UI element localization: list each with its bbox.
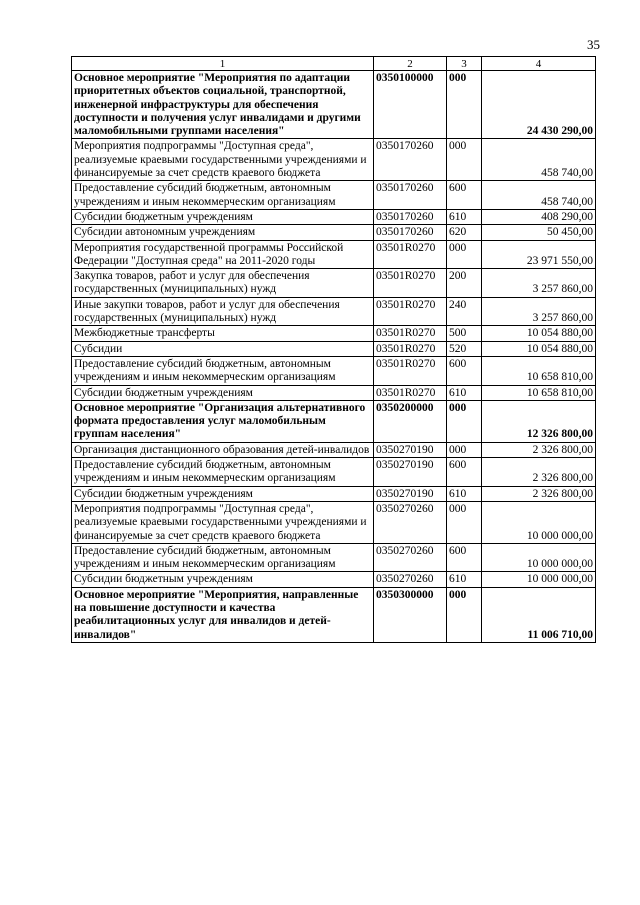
row-name-cell: Иные закупки товаров, работ и услуг для обеспечения государственных (муниципальных) нужд xyxy=(72,297,374,326)
row-code-cell: 0350200000 xyxy=(374,400,447,442)
row-amount-cell: 458 740,00 xyxy=(482,181,596,210)
row-code-cell: 0350270260 xyxy=(374,572,447,587)
table-row xyxy=(72,501,596,543)
row-name-cell: Субсидии xyxy=(72,341,374,356)
row-name-cell: Мероприятия государственной программы Российской Федерации "Доступная среда" на 2011-2020 годы xyxy=(72,240,374,269)
row-name-cell: Основное мероприятие "Организация альтернативного формата предоставления услуг маломобильным группам населения" xyxy=(72,400,374,442)
row-amount-cell: 10 658 810,00 xyxy=(482,385,596,400)
table-row xyxy=(72,572,596,587)
row-code-cell: 0350270260 xyxy=(374,501,447,543)
row-name-cell: Основное мероприятие "Мероприятия по адаптации приоритетных объектов социальной, транспортной, инженерной инфраструктуры для обеспечения доступности и получения услуг инвалидами и другими маломобильными группами населения" xyxy=(72,71,374,139)
table-row xyxy=(72,587,596,642)
table-row xyxy=(72,326,596,341)
row-amount-cell: 24 430 290,00 xyxy=(482,71,596,139)
row-name-cell: Закупка товаров, работ и услуг для обеспечения государственных (муниципальных) нужд xyxy=(72,269,374,298)
row-amount-cell: 50 450,00 xyxy=(482,225,596,240)
row-code-cell: 0350270190 xyxy=(374,442,447,457)
row-amount-cell: 408 290,00 xyxy=(482,209,596,224)
row-amount-cell: 458 740,00 xyxy=(482,139,596,181)
row-type-cell: 000 xyxy=(447,501,482,543)
row-code-cell: 0350170260 xyxy=(374,139,447,181)
row-type-cell: 000 xyxy=(447,240,482,269)
row-amount-cell: 2 326 800,00 xyxy=(482,442,596,457)
row-type-cell: 620 xyxy=(447,225,482,240)
row-type-cell: 000 xyxy=(447,400,482,442)
row-type-cell: 600 xyxy=(447,458,482,487)
row-code-cell: 03501R0270 xyxy=(374,269,447,298)
table-row xyxy=(72,181,596,210)
row-code-cell: 0350270190 xyxy=(374,458,447,487)
table-row xyxy=(72,400,596,442)
row-type-cell: 000 xyxy=(447,442,482,457)
table-row xyxy=(72,209,596,224)
row-code-cell: 03501R0270 xyxy=(374,326,447,341)
row-amount-cell: 11 006 710,00 xyxy=(482,587,596,642)
column-header-1: 1 xyxy=(72,57,374,71)
table-row xyxy=(72,341,596,356)
budget-table xyxy=(71,56,596,643)
row-name-cell: Субсидии автономным учреждениям xyxy=(72,225,374,240)
row-name-cell: Предоставление субсидий бюджетным, автономным учреждениям и иным некоммерческим организациям xyxy=(72,543,374,572)
table-row xyxy=(72,385,596,400)
row-code-cell: 0350100000 xyxy=(374,71,447,139)
row-type-cell: 500 xyxy=(447,326,482,341)
table-header-row xyxy=(72,57,596,71)
row-code-cell: 03501R0270 xyxy=(374,385,447,400)
row-type-cell: 610 xyxy=(447,209,482,224)
table-row xyxy=(72,486,596,501)
row-type-cell: 000 xyxy=(447,139,482,181)
row-name-cell: Предоставление субсидий бюджетным, автономным учреждениям и иным некоммерческим организациям xyxy=(72,181,374,210)
row-amount-cell: 12 326 800,00 xyxy=(482,400,596,442)
row-amount-cell: 2 326 800,00 xyxy=(482,486,596,501)
column-header-3: 3 xyxy=(447,57,482,71)
row-code-cell: 03501R0270 xyxy=(374,356,447,385)
row-type-cell: 600 xyxy=(447,356,482,385)
row-code-cell: 0350170260 xyxy=(374,181,447,210)
row-code-cell: 03501R0270 xyxy=(374,297,447,326)
table-row xyxy=(72,71,596,139)
budget-table-body xyxy=(72,57,596,643)
row-type-cell: 000 xyxy=(447,587,482,642)
row-type-cell: 600 xyxy=(447,181,482,210)
table-row xyxy=(72,240,596,269)
row-amount-cell: 2 326 800,00 xyxy=(482,458,596,487)
row-amount-cell: 3 257 860,00 xyxy=(482,269,596,298)
row-amount-cell: 10 054 880,00 xyxy=(482,326,596,341)
row-name-cell: Мероприятия подпрограммы "Доступная среда", реализуемые краевыми государственными учреждениями и финансируемые за счет средств краевого бюджета xyxy=(72,501,374,543)
row-type-cell: 240 xyxy=(447,297,482,326)
row-type-cell: 610 xyxy=(447,572,482,587)
row-type-cell: 000 xyxy=(447,71,482,139)
table-row xyxy=(72,269,596,298)
row-amount-cell: 10 658 810,00 xyxy=(482,356,596,385)
column-header-4: 4 xyxy=(482,57,596,71)
table-row xyxy=(72,458,596,487)
row-name-cell: Межбюджетные трансферты xyxy=(72,326,374,341)
row-amount-cell: 10 000 000,00 xyxy=(482,501,596,543)
row-amount-cell: 10 054 880,00 xyxy=(482,341,596,356)
row-name-cell: Субсидии бюджетным учреждениям xyxy=(72,385,374,400)
row-amount-cell: 10 000 000,00 xyxy=(482,543,596,572)
row-code-cell: 03501R0270 xyxy=(374,240,447,269)
table-row xyxy=(72,356,596,385)
row-name-cell: Субсидии бюджетным учреждениям xyxy=(72,209,374,224)
row-amount-cell: 23 971 550,00 xyxy=(482,240,596,269)
table-row xyxy=(72,442,596,457)
row-code-cell: 0350270260 xyxy=(374,543,447,572)
row-name-cell: Организация дистанционного образования детей-инвалидов xyxy=(72,442,374,457)
row-name-cell: Субсидии бюджетным учреждениям xyxy=(72,572,374,587)
row-type-cell: 520 xyxy=(447,341,482,356)
row-type-cell: 600 xyxy=(447,543,482,572)
row-code-cell: 03501R0270 xyxy=(374,341,447,356)
row-name-cell: Мероприятия подпрограммы "Доступная среда", реализуемые краевыми государственными учреждениями и финансируемые за счет средств краевого бюджета xyxy=(72,139,374,181)
table-row xyxy=(72,139,596,181)
row-amount-cell: 3 257 860,00 xyxy=(482,297,596,326)
table-row xyxy=(72,297,596,326)
row-type-cell: 610 xyxy=(447,486,482,501)
row-code-cell: 0350170260 xyxy=(374,225,447,240)
row-code-cell: 0350300000 xyxy=(374,587,447,642)
column-header-2: 2 xyxy=(374,57,447,71)
table-row xyxy=(72,543,596,572)
row-type-cell: 200 xyxy=(447,269,482,298)
row-name-cell: Субсидии бюджетным учреждениям xyxy=(72,486,374,501)
row-code-cell: 0350170260 xyxy=(374,209,447,224)
page-number: 35 xyxy=(587,37,600,52)
row-amount-cell: 10 000 000,00 xyxy=(482,572,596,587)
row-name-cell: Предоставление субсидий бюджетным, автономным учреждениям и иным некоммерческим организациям xyxy=(72,356,374,385)
row-type-cell: 610 xyxy=(447,385,482,400)
row-name-cell: Основное мероприятие "Мероприятия, направленные на повышение доступности и качества реабилитационных услуг для инвалидов и детей-инвалидов" xyxy=(72,587,374,642)
row-name-cell: Предоставление субсидий бюджетным, автономным учреждениям и иным некоммерческим организациям xyxy=(72,458,374,487)
table-row xyxy=(72,225,596,240)
row-code-cell: 0350270190 xyxy=(374,486,447,501)
